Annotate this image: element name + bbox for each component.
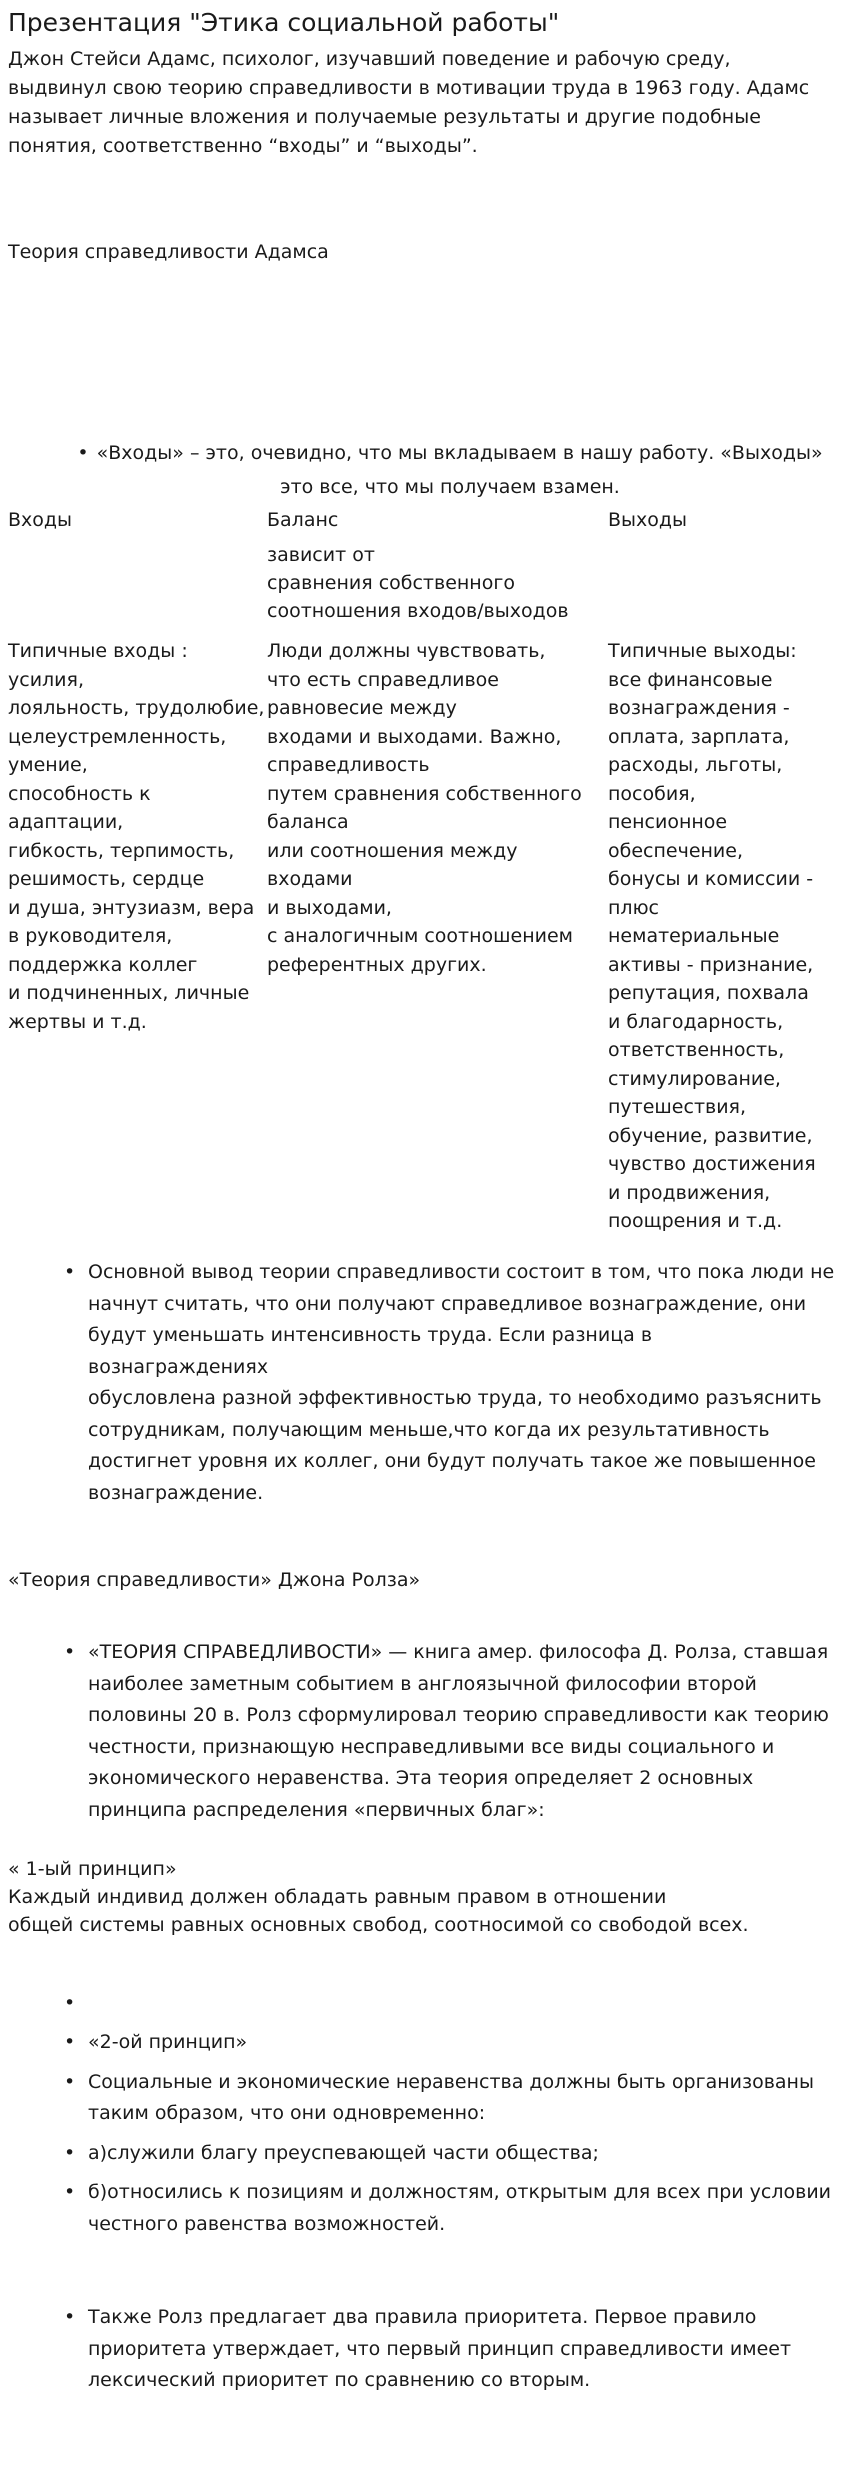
text-line: Джон Стейси Адамс, психолог, изучавший поведение и рабочую среду, xyxy=(8,48,731,70)
bullet-icon: • xyxy=(77,442,89,464)
text-line: и выходами, xyxy=(267,896,392,919)
principle-1 xyxy=(8,1855,838,1939)
text-line: Каждый индивид должен обладать равным правом в отношении xyxy=(8,1886,667,1908)
list-item xyxy=(62,1988,837,2019)
text-line: жертвы и т.д. xyxy=(8,1010,147,1033)
text-line: путешествия, xyxy=(608,1096,747,1118)
text-line: пособия, xyxy=(608,782,696,805)
text-line: и продвижения, xyxy=(608,1181,771,1204)
text-line: репутация, похвала xyxy=(608,982,809,1004)
text-line: сотрудникам, получающим меньше,что когда их результативность xyxy=(88,1418,770,1441)
text-line: оплата, зарплата, xyxy=(608,725,790,748)
text-line: наиболее заметным событием в англоязычной философии второй xyxy=(88,1672,757,1695)
text-line: и благодарность, xyxy=(608,1010,784,1033)
text-line: вознаграждение. xyxy=(88,1481,264,1504)
section-heading-adams: Теория справедливости Адамса xyxy=(8,241,329,263)
text-line: в руководителя, xyxy=(8,925,173,947)
text-line: баланса xyxy=(267,811,349,833)
column-header-balance: Баланс xyxy=(267,509,339,531)
list-item xyxy=(62,2177,837,2240)
text-line: пенсионное xyxy=(608,811,728,833)
text-line: входами и выходами. Важно, xyxy=(267,725,562,748)
priority-list xyxy=(62,2302,837,2397)
rawls-list xyxy=(62,1637,837,1826)
text-line: расходы, льготы, xyxy=(608,754,783,776)
list-item xyxy=(62,2138,837,2170)
intro-paragraph xyxy=(8,45,833,161)
text-line: принципа распределения «первичных благ»: xyxy=(88,1798,545,1821)
inputs-outputs-list xyxy=(70,436,830,504)
text-line: Люди должны чувствовать, xyxy=(267,640,546,662)
list-item xyxy=(62,2027,837,2059)
text-line: приоритета утверждает, что первый принцип справедливости имеет xyxy=(88,2337,792,2360)
text-line: поддержка коллег xyxy=(8,953,198,976)
text-line: или соотношения между входами xyxy=(267,839,518,890)
text-line: Основной вывод теории справедливости состоит в том, что пока люди не xyxy=(88,1261,835,1283)
text-line: умение, xyxy=(8,754,88,776)
balance-subtitle xyxy=(267,541,569,625)
text-line: Социальные и экономические неравенства должны быть организованы xyxy=(88,2070,814,2093)
text-line: Типичные входы : усилия, xyxy=(8,640,188,691)
text-line: активы - признание, xyxy=(608,953,814,976)
text-line: « 1-ый принцип» xyxy=(8,1858,177,1880)
column-header-inputs: Входы xyxy=(8,509,73,531)
text-line: честного равенства возможностей. xyxy=(88,2212,446,2235)
text-line: выдвинул свою теорию справедливости в мотивации труда в 1963 году. Адамс xyxy=(8,77,810,99)
balance-column xyxy=(267,637,607,979)
text-line: а)служили благу преуспевающей части общества; xyxy=(88,2141,599,2164)
text-line: Типичные выходы: xyxy=(608,640,797,662)
text-line: нематериальные xyxy=(608,925,780,947)
text-line: и подчиненных, личные xyxy=(8,982,250,1004)
text-line: «2-ой принцип» xyxy=(88,2031,248,2053)
text-line: стимулирование, xyxy=(608,1067,781,1090)
text-line: половины 20 в. Ролз сформулировал теорию справедливости как теорию xyxy=(88,1704,829,1726)
text-line: называет личные вложения и получаемые результаты и другие подобные xyxy=(8,106,761,128)
text-line: зависит от xyxy=(267,544,375,566)
conclusion-list xyxy=(62,1257,837,1509)
text-line: будут уменьшать интенсивность труда. Если разница в вознаграждениях xyxy=(88,1324,653,1378)
column-header-outputs: Выходы xyxy=(608,509,688,531)
list-item xyxy=(62,1257,837,1509)
text-line: способность к адаптации, xyxy=(8,782,151,833)
principle-2-list xyxy=(62,1988,837,2248)
list-item xyxy=(70,436,830,504)
text-line: поощрения и т.д. xyxy=(608,1210,783,1232)
text-line: референтных других. xyxy=(267,953,487,976)
text-line: это все, что мы получаем взамен. xyxy=(280,476,620,498)
text-line: и душа, энтузиазм, вера xyxy=(8,896,255,919)
text-line: «ТЕОРИЯ СПРАВЕДЛИВОСТИ» — книга амер. философа Д. Ролза, ставшая xyxy=(88,1641,829,1663)
text-line: б)относились к позициям и должностям, открытым для всех при условии xyxy=(88,2181,832,2203)
list-item xyxy=(62,1637,837,1826)
text-line: бонусы и комиссии - xyxy=(608,868,814,890)
outputs-column xyxy=(608,637,843,1236)
text-line: таким образом, что они одновременно: xyxy=(88,2102,486,2124)
text-line: понятия, соответственно “входы” и “выходы”. xyxy=(8,135,478,157)
text-line: соотношения входов/выходов xyxy=(267,600,569,622)
text-line: Также Ролз предлагает два правила приоритета. Первое правило xyxy=(88,2306,757,2328)
text-line: общей системы равных основных свобод, соотносимой со свободой всех. xyxy=(8,1914,749,1936)
text-line: обеспечение, xyxy=(608,839,744,862)
text-line: обусловлена разной эффективностью труда, то необходимо разъяснить xyxy=(88,1387,822,1409)
text-line: решимость, сердце xyxy=(8,868,205,890)
inputs-column xyxy=(8,637,266,1036)
text-line: с аналогичным соотношением xyxy=(267,925,573,947)
text-line: гибкость, терпимость, xyxy=(8,839,235,862)
text-line: ответственность, xyxy=(608,1039,785,1061)
section-heading-rawls: «Теория справедливости» Джона Ролза» xyxy=(8,1569,421,1591)
text-line: обучение, развитие, xyxy=(608,1124,813,1147)
text-line: «Входы» – это, очевидно, что мы вкладываем в нашу работу. «Выходы» xyxy=(96,442,823,464)
text-line: путем сравнения собственного xyxy=(267,782,582,805)
page-title: Презентация "Этика социальной работы" xyxy=(8,8,560,37)
text-line: сравнения собственного xyxy=(267,572,515,594)
text-line: плюс xyxy=(608,896,660,919)
text-line: честности, признающую несправедливыми все виды социального и xyxy=(88,1735,775,1758)
text-line: чувство достижения xyxy=(608,1153,816,1175)
text-line: достигнет уровня их коллег, они будут получать такое же повышенное xyxy=(88,1450,816,1472)
text-line: все финансовые xyxy=(608,668,773,691)
text-line: лексический приоритет по сравнению со вторым. xyxy=(88,2369,591,2391)
text-line: равновесие между xyxy=(267,697,457,719)
text-line: начнут считать, что они получают справедливое вознаграждение, они xyxy=(88,1292,807,1315)
text-line: целеустремленность, xyxy=(8,725,227,748)
text-line: что есть справедливое xyxy=(267,668,499,691)
text-line: вознаграждения - xyxy=(608,697,790,719)
list-item xyxy=(62,2067,837,2130)
text-line: справедливость xyxy=(267,754,430,776)
text-line: лояльность, трудолюбие, xyxy=(8,697,265,719)
list-item xyxy=(62,2302,837,2397)
text-line: экономического неравенства. Эта теория определяет 2 основных xyxy=(88,1767,754,1789)
